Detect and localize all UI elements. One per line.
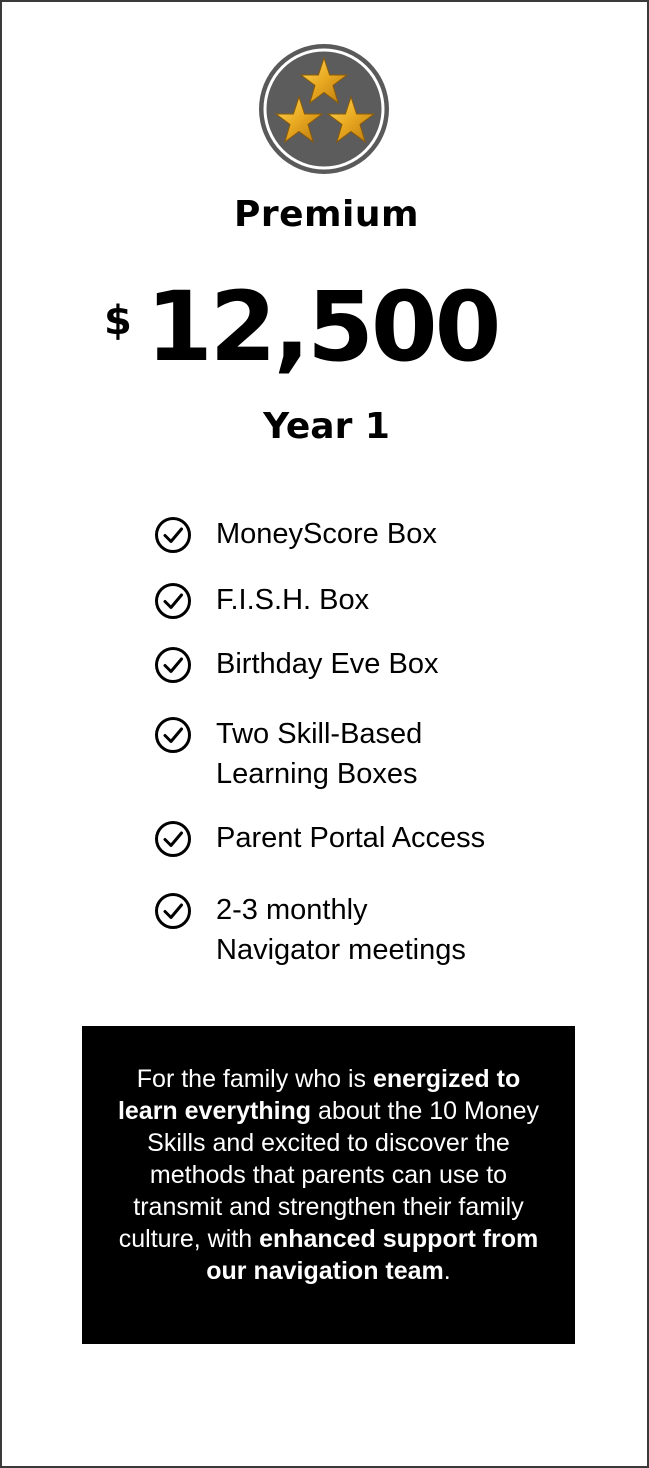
description-part: about the 10 Money Skills and excited to discover the methods that parents can use to transmit and strengthen their family culture, with [118, 1097, 540, 1253]
feature-label: 2-3 monthly Navigator meetings [216, 894, 466, 966]
check-circle-icon [154, 516, 192, 554]
feature-label: Two Skill-Based Learning Boxes [216, 718, 423, 790]
three-stars-icon [257, 42, 391, 176]
description-emphasis: enhanced support from our navigation team [206, 1225, 539, 1285]
feature-label: Parent Portal Access [216, 822, 486, 854]
price [104, 272, 564, 382]
check-circle-icon [154, 716, 192, 754]
plan-name: Premium [233, 194, 420, 235]
price-amount: 12,500 [146, 271, 499, 383]
check-circle-icon [154, 646, 192, 684]
check-circle-icon [154, 582, 192, 620]
plan-period: Year 1 [263, 406, 390, 447]
description-box [82, 1026, 575, 1344]
feature-label: MoneyScore Box [216, 518, 437, 550]
check-circle-icon [154, 892, 192, 930]
description-text [114, 1063, 544, 1287]
description-part: . [443, 1257, 451, 1285]
feature-label: F.I.S.H. Box [216, 584, 370, 616]
description-part: For the family who is [136, 1065, 373, 1093]
description-emphasis: energized to learn everything [117, 1065, 521, 1125]
feature-label: Birthday Eve Box [216, 648, 439, 680]
check-circle-icon [154, 820, 192, 858]
price-currency: $ [104, 298, 132, 344]
